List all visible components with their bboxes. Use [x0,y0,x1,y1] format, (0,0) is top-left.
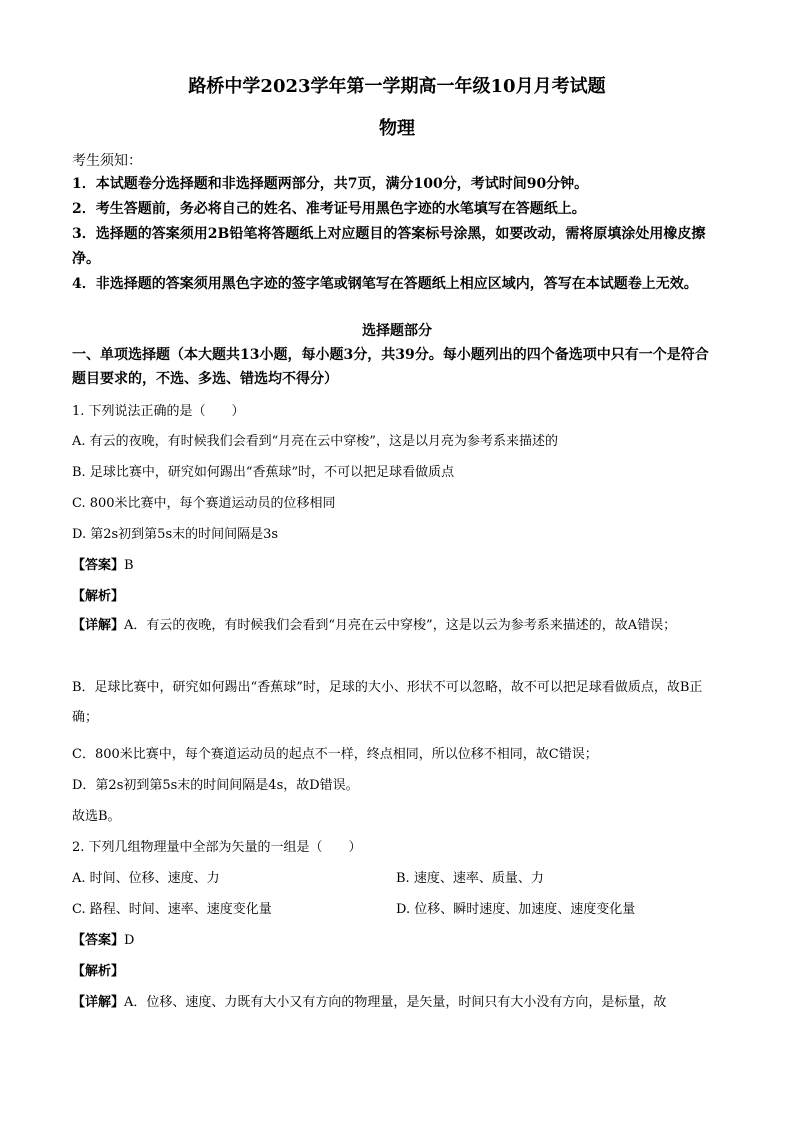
q1-detail-a [72,611,722,641]
q1-option-a: A. 有云的夜晚，有时候我们会看到“月亮在云中穿梭”，这是以月亮为参考系来描述的 [72,434,558,449]
q2-detail-a [72,991,722,1010]
part1-heading: 一、单项选择题（本大题共13小题，每小题3分，共39分。每小题列出的四个备选项中只有一个是符合题目要求的，不选、多选、错选均不得分） [72,347,709,387]
q2-detail-tag: 【详解】 [72,995,125,1010]
q1-detail-b: B．足球比赛中，研究如何踢出“香蕉球”时，足球的大小、形状不可以忽略，故不可以把足球看做质点，故B正确； [72,680,703,725]
section-title: 选择题部分 [362,323,432,339]
q1-detail-c: C．800米比赛中，每个赛道运动员的起点不一样，终点相同，所以位移不相同，故C错误； [72,747,598,762]
q2-answer-tag: 【答案】 [72,933,125,948]
q1-answer-tag: 【答案】 [72,558,125,573]
notice-item-4: 4．非选择题的答案须用黑色字迹的签字笔或钢笔写在答题纸上相应区域内，答写在本试题卷上无效。 [72,276,698,292]
q1-option-c: C. 800米比赛中，每个赛道运动员的位移相同 [72,496,336,511]
notice-item-1: 1．本试题卷分选择题和非选择题两部分，共7页，满分100分，考试时间90分钟。 [72,176,589,192]
q2-option-a: A. 时间、位移、速度、力 [72,871,220,886]
q1-analysis-tag: 【解析】 [72,589,125,604]
q2-option-d: D. 位移、瞬时速度、加速度、速度变化量 [396,902,636,917]
notice-item-3: 3．选择题的答案须用2B铅笔将答题纸上对应题目的答案标号涂黑，如要改动，需将原填涂处用橡皮擦净。 [72,226,706,267]
q1-answer-line [72,554,722,573]
q1-analysis-line [72,585,722,604]
q2-answer: D [124,933,135,948]
q1-answer: B [124,558,134,573]
q2-stem: 2. 下列几组物理量中全部为矢量的一组是（ ） [72,840,362,855]
q1-stem: 1. 下列说法正确的是（ ） [72,404,245,419]
exam-subject: 物理 [379,118,415,139]
q1-option-b: B. 足球比赛中，研究如何踢出“香蕉球”时，不可以把足球看做质点 [72,465,455,480]
q1-detail-d: D．第2s初到第5s末的时间间隔是4s，故D错误。 [72,778,359,793]
q2-analysis-line [72,960,722,979]
q2-analysis-tag: 【解析】 [72,964,125,979]
q2-option-c: C. 路程、时间、速率、速度变化量 [72,902,272,917]
notice-item-2: 2．考生答题前，务必将自己的姓名、准考证号用黑色字迹的水笔填写在答题纸上。 [72,201,586,217]
notice-heading: 考生须知： [72,153,142,169]
q1-detail-a-text: A．有云的夜晚，有时候我们会看到“月亮在云中穿梭”，这是以云为参考系来描述的，故A错误； [124,618,677,633]
q2-answer-line [72,929,722,948]
q1-conclusion: 故选B。 [72,809,121,824]
q2-detail-a-text: A．位移、速度、力既有大小又有方向的物理量，是矢量，时间只有大小没有方向，是标量，故 [124,995,667,1010]
q1-detail-tag: 【详解】 [72,618,125,633]
q2-option-b: B. 速度、速率、质量、力 [396,871,544,886]
exam-title: 路桥中学2023学年第一学期高一年级10月月考试题 [188,76,606,97]
q1-option-d: D. 第2s初到第5s末的时间间隔是3s [72,527,279,542]
